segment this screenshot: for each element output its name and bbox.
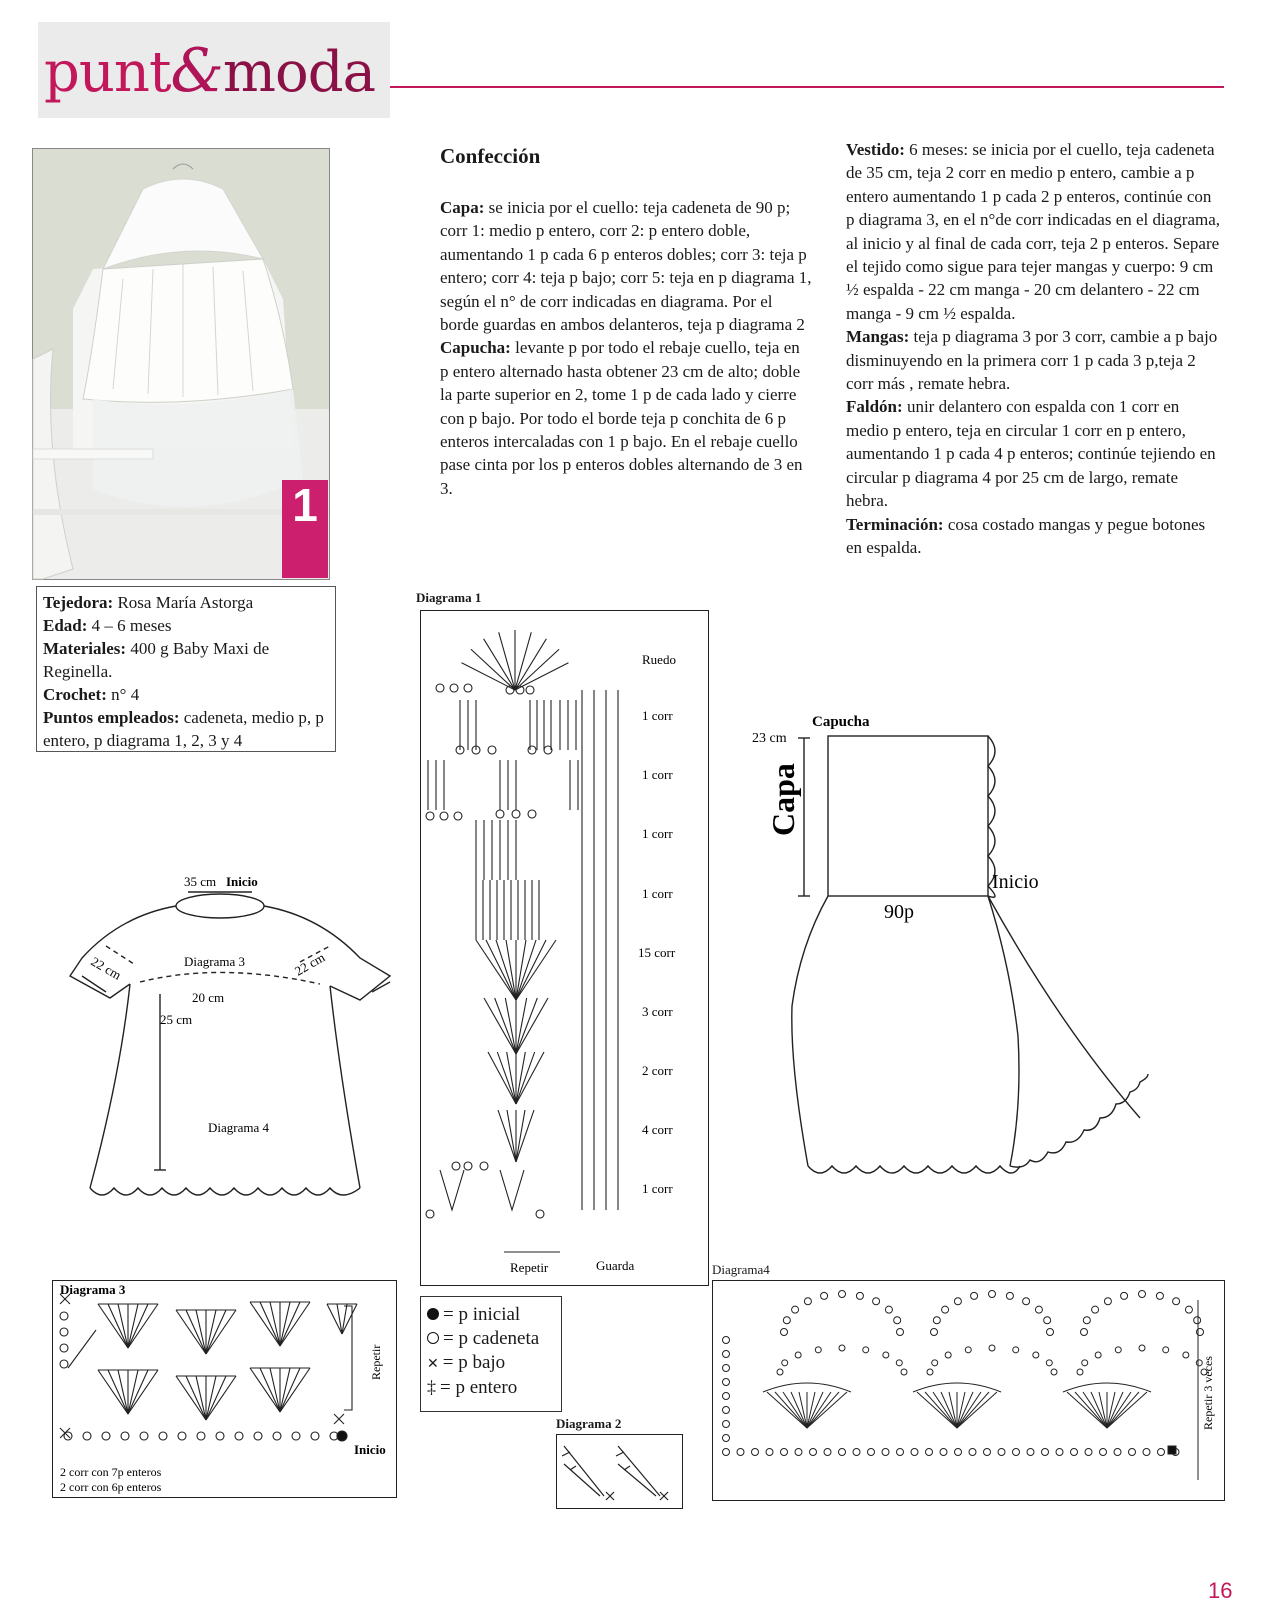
double-crochet-icon: ‡ [427,1377,436,1397]
magazine-logo: punt&moda [44,36,375,106]
legend-cadeneta: = p cadeneta [427,1329,539,1349]
diagram1-row-label: 3 corr [642,1004,673,1019]
x-stitch-icon: ✕ [427,1357,439,1372]
section-title-confeccion: Confección [440,144,541,168]
confeccion-text [440,196,812,500]
legend-inicial: = p inicial [427,1305,520,1325]
dress-sleeve-right-label: 22 cm [292,949,328,979]
vestido-text [846,138,1224,559]
dress-inicio-label: Inicio [226,874,258,889]
diagram1-row-label: Ruedo [642,652,676,667]
info-weaver: Tejedora: Rosa María Astorga [43,593,254,612]
diagram2 [556,1434,684,1510]
cape-capucha-label: Capucha [812,714,870,730]
diagram1-row-label: 4 corr [642,1122,673,1137]
page-number: 16 [1208,1578,1233,1603]
cape-diagram [752,706,1200,1196]
info-stitches: Puntos empleados: cadeneta, medio p, p entero, p diagrama 1, 2, 3 y 4 [43,708,324,750]
cape-capa-label: Capa [765,763,801,836]
diagram1-row-label: 1 corr [642,1181,673,1196]
info-box [36,586,336,752]
stitch-legend [420,1296,562,1412]
diagram1-title: Diagrama 1 [416,590,482,605]
capa-paragraph: Capa: se inicia por el cuello: teja cadeneta de 90 p; corr 1: medio p entero, corr 2: p entero doble, aumentando 1 p cada 6 p enteros dobles; corr 3: teja p entero; corr 4: teja p bajo; corr 5: teja en p diagrama 1, según el n° de corr indicadas en diagrama. Por el borde guardas en ambos delanteros, teja p diagrama 2 [440,198,812,335]
dress-front-label: 20 cm [192,990,225,1005]
diagram4-title: Diagrama4 [712,1262,770,1277]
info-materials: Materiales: 400 g Baby Maxi de Reginella. [43,639,270,681]
diagram3-title: Diagrama 3 [60,1282,126,1297]
diagram3-inicio-label: Inicio [354,1442,386,1457]
dress-diagrama4-label: Diagrama 4 [208,1120,270,1135]
cape-inicio-label: Inicio [992,871,1039,893]
diagram4-repetir-label: Repetir 3 veces [1201,1356,1215,1430]
header-rule [390,86,1224,88]
dress-neck-label: 35 cm [184,874,217,889]
terminacion-paragraph: Terminación: cosa costado mangas y pegue botones en espalda. [846,514,1206,557]
dress-sleeve-left-label: 22 cm [88,953,124,983]
dress-diagrama3-label: Diagrama 3 [184,954,246,969]
dress-diagram [30,876,410,1206]
diagram3 [52,1280,398,1500]
diagram3-note1: 2 corr con 7p enteros [60,1465,162,1479]
cape-stitches-label: 90p [884,901,914,923]
open-circle-icon [427,1332,439,1344]
diagram2-title: Diagrama 2 [556,1416,622,1431]
diagram1-row-label: 15 corr [638,945,676,960]
diagram1-row-label: 2 corr [642,1063,673,1078]
diagram3-repetir-label: Repetir [369,1344,383,1380]
diagram1-row-label: 1 corr [642,826,673,841]
diagram1-row-label: 1 corr [642,708,673,723]
mangas-paragraph: Mangas: teja p diagrama 3 por 3 corr, cambie a p bajo disminuyendo en la primera corr 1 p cada 3 p,teja 2 corr más , remate hebra. [846,327,1218,394]
diagram1 [420,610,710,1286]
capucha-paragraph: Capucha: levante p por todo el rebaje cuello, teja en p entero alternado hasta obtener 23 cm de alto; doble la parte superior en 2, tome 1 p de cada lado y cierre con p bajo. Por todo el borde teja p conchita de 6 p enteros intercaladas con 1 p bajo. En el rebaje cuello pase cinta por los p enteros dobles alternando de 3 en 3. [440,338,803,498]
info-age: Edad: 4 – 6 meses [43,616,172,635]
photo-number: 1 [292,479,318,531]
legend-bajo: ✕ = p bajo [427,1352,506,1373]
info-crochet: Crochet: n° 4 [43,685,140,704]
diagram1-guarda-label: Guarda [596,1258,635,1273]
filled-dot-icon [427,1308,439,1320]
cape-height-label: 23 cm [752,731,787,746]
faldon-paragraph: Faldón: unir delantero con espalda con 1 corr en medio p entero, teja en circular 1 corr en p entero, aumentando 1 p cada 4 p enteros; continúe tejiendo en circular p diagrama 4 por 25 cm de largo, remate hebra. [846,397,1216,511]
diagram4 [712,1280,1226,1502]
diagram1-repetir-label: Repetir [510,1260,549,1275]
diagram1-row-label: 1 corr [642,886,673,901]
dress-length-label: 25 cm [160,1012,193,1027]
diagram3-note2: 2 corr con 6p enteros [60,1480,162,1494]
diagram1-row-label: 1 corr [642,767,673,782]
vestido-paragraph: Vestido: 6 meses: se inicia por el cuello, teja cadeneta de 35 cm, teja 2 corr en medio p entero, cambie a p entero aumentando 1 p cada 2 p enteros, continúe con p diagrama 3, en el n°de corr indicadas en el diagrama, al inicio y al final de cada corr, teja 2 p enteros. Separe el tejido como sigue para tejer mangas y cuerpo: 9 cm ½ espalda - 22 cm manga - 20 cm delantero - 22 cm manga - 9 cm ½ espalda. [846,140,1221,323]
legend-entero: ‡ = p entero [427,1377,518,1398]
